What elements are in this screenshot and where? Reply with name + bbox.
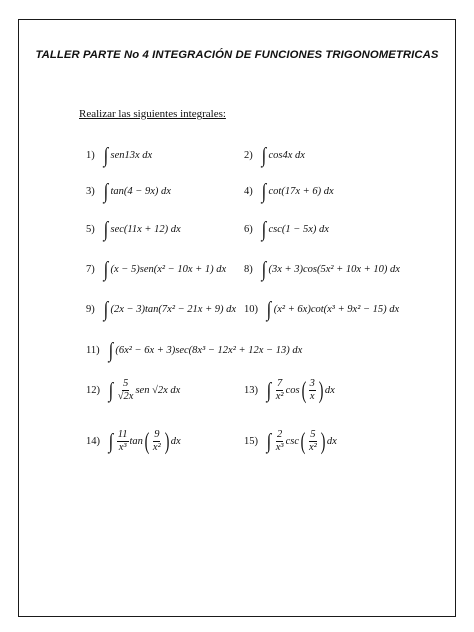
fraction-numerator: 5 bbox=[122, 378, 129, 391]
integral-expression: cot(17x + 6) dx bbox=[268, 186, 334, 197]
right-paren: ) bbox=[320, 428, 326, 455]
fraction-denominator: x³ bbox=[118, 442, 127, 454]
integral-sign: ∫ bbox=[266, 378, 272, 403]
integral-item bbox=[86, 145, 152, 166]
integral-sign: ∫ bbox=[103, 179, 108, 203]
integral-sign: ∫ bbox=[261, 179, 266, 203]
fraction-numerator: 7 bbox=[276, 378, 283, 391]
integral-expression: (x² + 6x)cot(x³ + 9x² − 15) dx bbox=[273, 304, 400, 315]
differential: dx bbox=[326, 436, 337, 448]
item-number: 2) bbox=[244, 150, 253, 161]
left-paren: ( bbox=[300, 428, 306, 455]
integral-item bbox=[86, 181, 171, 202]
integral-item bbox=[86, 219, 181, 240]
integral-item bbox=[86, 378, 180, 403]
item-number: 12) bbox=[86, 385, 100, 397]
integral-sign: ∫ bbox=[266, 429, 272, 454]
inner-numerator: 3 bbox=[309, 378, 316, 391]
inner-denominator: x bbox=[309, 391, 315, 403]
integral-item bbox=[244, 181, 334, 202]
fraction-denominator: x³ bbox=[275, 442, 284, 454]
item-number: 9) bbox=[86, 304, 95, 315]
item-number: 3) bbox=[86, 186, 95, 197]
differential: dx bbox=[324, 385, 335, 397]
fraction-denominator: x² bbox=[275, 391, 284, 403]
item-number: 15) bbox=[244, 436, 258, 448]
integral-sign: ∫ bbox=[103, 143, 108, 167]
integral-expression: csc(1 − 5x) dx bbox=[268, 224, 329, 235]
left-paren: ( bbox=[144, 428, 150, 455]
trig-function: cos bbox=[285, 385, 300, 397]
integral-expression: sen √2x dx bbox=[135, 385, 181, 397]
inner-fraction bbox=[308, 429, 318, 454]
integral-sign: ∫ bbox=[103, 257, 108, 281]
trig-function: csc bbox=[285, 436, 299, 448]
item-number: 10) bbox=[244, 304, 258, 315]
item-number: 6) bbox=[244, 224, 253, 235]
inner-numerator: 9 bbox=[153, 429, 160, 442]
left-paren: ( bbox=[301, 377, 306, 404]
integral-item bbox=[244, 259, 400, 280]
integral-expression: (3x + 3)cos(5x² + 10x + 10) dx bbox=[268, 264, 400, 275]
integral-item bbox=[244, 145, 305, 166]
instruction-text: Realizar las siguientes integrales: bbox=[79, 108, 226, 120]
inner-denominator: x² bbox=[309, 442, 317, 454]
fraction bbox=[275, 378, 285, 403]
integral-item bbox=[244, 378, 335, 403]
item-number: 11) bbox=[86, 345, 100, 356]
item-number: 13) bbox=[244, 385, 258, 397]
integral-sign: ∫ bbox=[108, 378, 114, 403]
inner-fraction bbox=[309, 378, 316, 403]
differential: dx bbox=[170, 436, 181, 448]
integral-expression: (x − 5)sen(x² − 10x + 1) dx bbox=[110, 264, 227, 275]
integral-item bbox=[86, 429, 181, 454]
fraction-denominator: √2x bbox=[117, 391, 134, 403]
fraction bbox=[117, 429, 129, 454]
fraction-numerator: 2 bbox=[276, 429, 283, 442]
inner-numerator: 5 bbox=[309, 429, 316, 442]
fraction bbox=[275, 429, 285, 454]
inner-fraction bbox=[152, 429, 162, 454]
integral-sign: ∫ bbox=[108, 338, 113, 362]
integral-item bbox=[244, 299, 399, 320]
integral-item bbox=[86, 340, 302, 361]
integral-expression: (6x² − 6x + 3)sec(8x³ − 12x² + 12x − 13) dx bbox=[115, 345, 303, 356]
integral-item bbox=[244, 429, 337, 454]
integral-sign: ∫ bbox=[108, 429, 114, 454]
item-number: 4) bbox=[244, 186, 253, 197]
integral-expression: tan(4 − 9x) dx bbox=[110, 186, 171, 197]
right-paren: ) bbox=[318, 377, 324, 404]
integral-sign: ∫ bbox=[103, 297, 108, 321]
integral-item bbox=[86, 259, 226, 280]
item-number: 5) bbox=[86, 224, 95, 235]
integral-sign: ∫ bbox=[261, 143, 266, 167]
integral-sign: ∫ bbox=[261, 257, 266, 281]
integral-sign: ∫ bbox=[103, 217, 108, 241]
integral-expression: sec(11x + 12) dx bbox=[110, 224, 181, 235]
integral-sign: ∫ bbox=[261, 217, 266, 241]
fraction bbox=[117, 378, 135, 403]
integral-expression: (2x − 3)tan(7x² − 21x + 9) dx bbox=[110, 304, 237, 315]
page-title: TALLER PARTE No 4 INTEGRACIÓN DE FUNCIONES TRIGONOMETRICAS bbox=[35, 49, 439, 61]
integral-item bbox=[86, 299, 236, 320]
integral-sign: ∫ bbox=[266, 297, 272, 321]
item-number: 7) bbox=[86, 264, 95, 275]
integral-item bbox=[244, 219, 329, 240]
inner-denominator: x² bbox=[152, 442, 161, 454]
integral-expression: cos4x dx bbox=[268, 150, 305, 161]
item-number: 14) bbox=[86, 436, 100, 448]
trig-function: tan bbox=[129, 436, 143, 448]
right-paren: ) bbox=[164, 428, 170, 455]
item-number: 1) bbox=[86, 150, 95, 161]
item-number: 8) bbox=[244, 264, 253, 275]
integral-expression: sen13x dx bbox=[110, 150, 153, 161]
fraction-numerator: 11 bbox=[117, 429, 129, 442]
